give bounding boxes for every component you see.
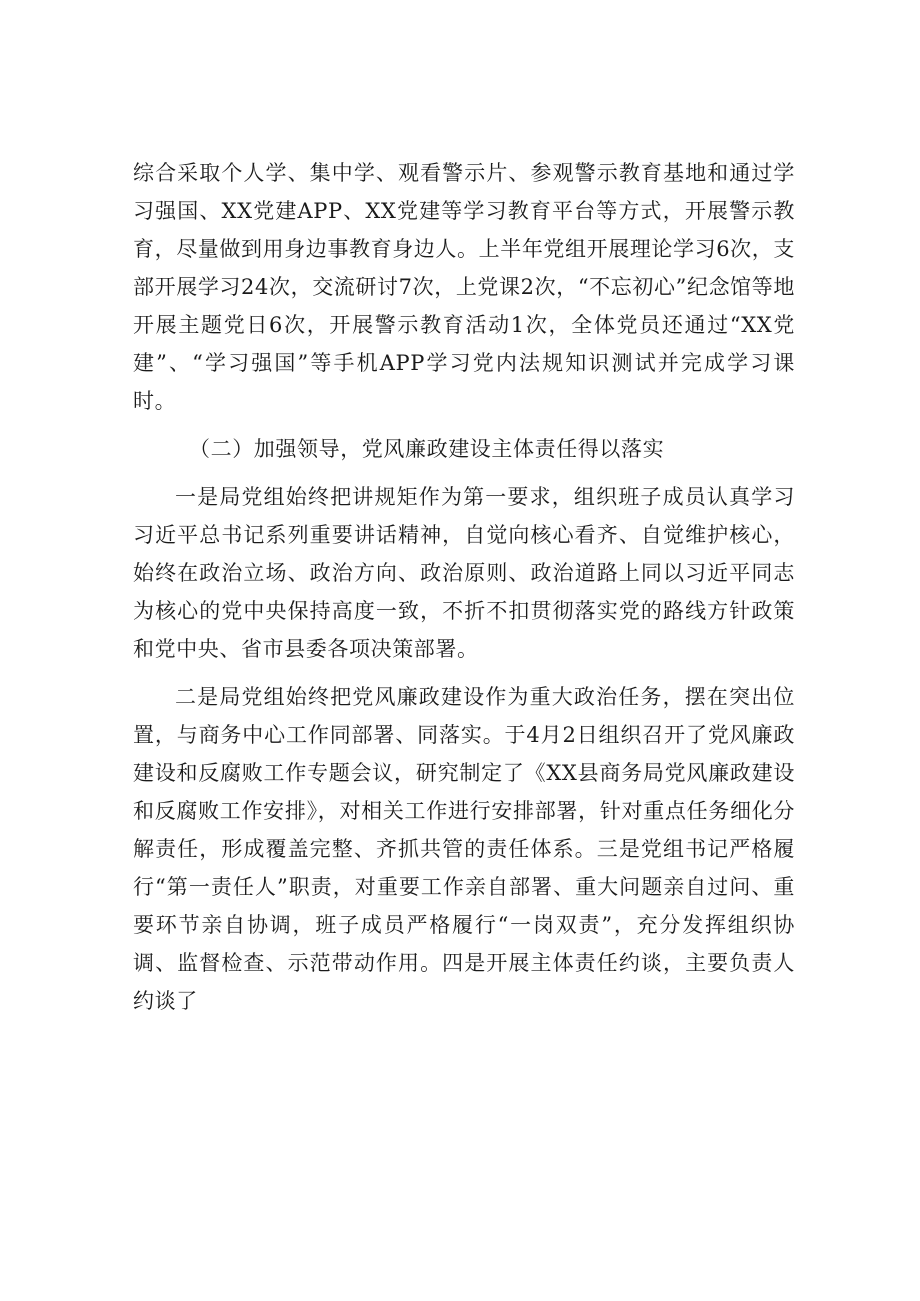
paragraph-study-activities: 综合采取个人学、集中学、观看警示片、参观警示教育基地和通过学习强国、XX党建APP、XX党建等学习教育平台等方式，开展警示教育，尽量做到用身边事教育身边人。上半年党组开展理论学习6次，支部开展学习24次，交流研讨7次，上党课2次，“不忘初心”纪念馆等地开展主题党日6次，开展警示教育活动1次，全体党员还通过“XX党建”、“学习强国”等手机APP学习党内法规知识测试并完成学习课时。 [133,161,795,413]
paragraph-responsibility-system: 二是局党组始终把党风廉政建设作为重大政治任务，摆在突出位置，与商务中心工作同部署、同落实。于4月2日组织召开了党风廉政建设和反腐败工作专题会议，研究制定了《XX县商务局党风廉政建设和反腐败工作安排》，对相关工作进行安排部署，针对重点任务细化分解责任，形成覆盖完整、齐抓共管的责任体系。三是党组书记严格履行“第一责任人”职责，对重要工作亲自部署、重大问题亲自过问、重要环节亲自协调，班子成员严格履行“一岗双责”，充分发挥组织协调、监督检查、示范带动作用。四是开展主体责任约谈，主要负责人约谈了 [133,685,795,1013]
paragraph-political-discipline: 一是局党组始终把讲规矩作为第一要求，组织班子成员认真学习习近平总书记系列重要讲话精神，自觉向核心看齐、自觉维护核心，始终在政治立场、政治方向、政治原则、政治道路上同以习近平同志为核心的党中央保持高度一致，不折不扣贯彻落实党的路线方针政策和党中央、省市县委各项决策部署。 [133,485,795,661]
document-body [133,154,795,1020]
section-heading: （二）加强领导，党风廉政建设主体责任得以落实 [189,437,665,461]
